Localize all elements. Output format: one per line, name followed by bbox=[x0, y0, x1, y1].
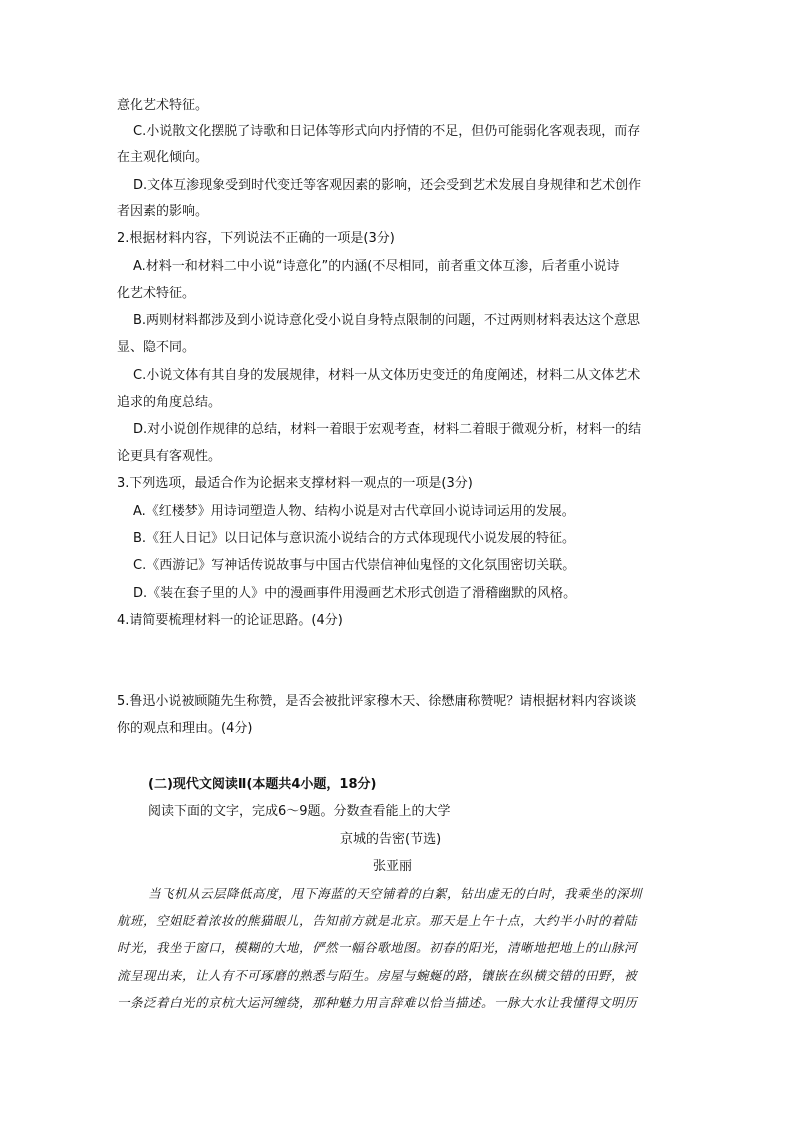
text-line: 你的观点和理由。(4分) bbox=[117, 721, 253, 736]
option-b-line: B.两则材料都涉及到小说诗意化受小说自身特点限制的问题，不过两则材料表达这个意思 bbox=[133, 313, 641, 328]
option-c-line: C.《西游记》写神话传说故事与中国古代崇信神仙鬼怪的文化氛围密切关联。 bbox=[133, 558, 576, 573]
option-c-line: C.小说散文化摆脱了诗歌和日记体等形式向内抒情的不足，但仍可能弱化客观表现，而存 bbox=[133, 124, 641, 139]
text-line: 显、隐不同。 bbox=[117, 340, 196, 355]
text-line: 在主观化倾向。 bbox=[117, 150, 209, 165]
text-line: 追求的角度总结。 bbox=[117, 395, 222, 410]
text-line: 者因素的影响。 bbox=[117, 204, 209, 219]
article-paragraph-line: 航班，空姐眨着浓妆的熊猫眼儿，告知前方就是北京。那天是上午十点，大约半小时的着陆 bbox=[117, 913, 638, 928]
article-paragraph-line: 一条泛着白光的京杭大运河缠绕，那种魅力用言辞难以恰当描述。一脉大水让我懂得文明历 bbox=[117, 995, 638, 1010]
article-author: 张亚丽 bbox=[373, 859, 413, 874]
text-line: 化艺术特征。 bbox=[117, 286, 196, 301]
question-5: 5.鲁迅小说被顾随先生称赞，是否会被批评家穆木天、徐懋庸称赞呢？请根据材料内容谈谈 bbox=[117, 694, 637, 709]
option-d-line: D.《装在套子里的人》中的漫画事件用漫画艺术形式创造了滑稽幽默的风格。 bbox=[133, 586, 577, 601]
question-4: 4.请简要梳理材料一的论证思路。(4分) bbox=[117, 613, 343, 628]
article-paragraph-line: 流呈现出来，让人有不可琢磨的熟悉与陌生。房屋与蜿蜒的路，镶嵌在纵横交错的田野，被 bbox=[117, 968, 638, 983]
article-title: 京城的告密(节选) bbox=[340, 832, 442, 847]
option-b-line: B.《狂人日记》以日记体与意识流小说结合的方式体现现代小说发展的特征。 bbox=[133, 531, 576, 546]
question-3: 3.下列选项，最适合作为论据来支撑材料一观点的一项是(3分) bbox=[117, 476, 473, 491]
article-paragraph-line: 当飞机从云层降低高度，甩下海蓝的天空铺着的白絮，钻出虚无的白时，我乘坐的深圳 bbox=[148, 886, 643, 901]
article-paragraph-line: 时光，我坐于窗口，模糊的大地，俨然一幅谷歌地图。初春的阳光，清晰地把地上的山脉河 bbox=[117, 940, 638, 955]
question-2: 2.根据材料内容，下列说法不正确的一项是(3分) bbox=[117, 231, 395, 246]
section-heading: (二)现代文阅读Ⅱ(本题共4小题，18分) bbox=[148, 777, 377, 792]
text-line: 意化艺术特征。 bbox=[117, 98, 209, 113]
reading-instruction: 阅读下面的文字，完成6～9题。分数查看能上的大学 bbox=[148, 804, 451, 819]
option-d-line: D.文体互渗现象受到时代变迁等客观因素的影响，还会受到艺术发展自身规律和艺术创作 bbox=[133, 178, 642, 193]
option-a-line: A.《红楼梦》用诗词塑造人物、结构小说是对古代章回小说诗词运用的发展。 bbox=[133, 504, 575, 519]
option-c-line: C.小说文体有其自身的发展规律，材料一从文体历史变迁的角度阐述，材料二从文体艺术 bbox=[133, 368, 641, 383]
text-line: 论更具有客观性。 bbox=[117, 449, 222, 464]
option-d-line: D.对小说创作规律的总结，材料一着眼于宏观考查，材料二着眼于微观分析，材料一的结 bbox=[133, 422, 642, 437]
option-a-line: A.材料一和材料二中小说“诗意化”的内涵(不尽相同，前者重文体互渗，后者重小说诗 bbox=[133, 259, 620, 274]
